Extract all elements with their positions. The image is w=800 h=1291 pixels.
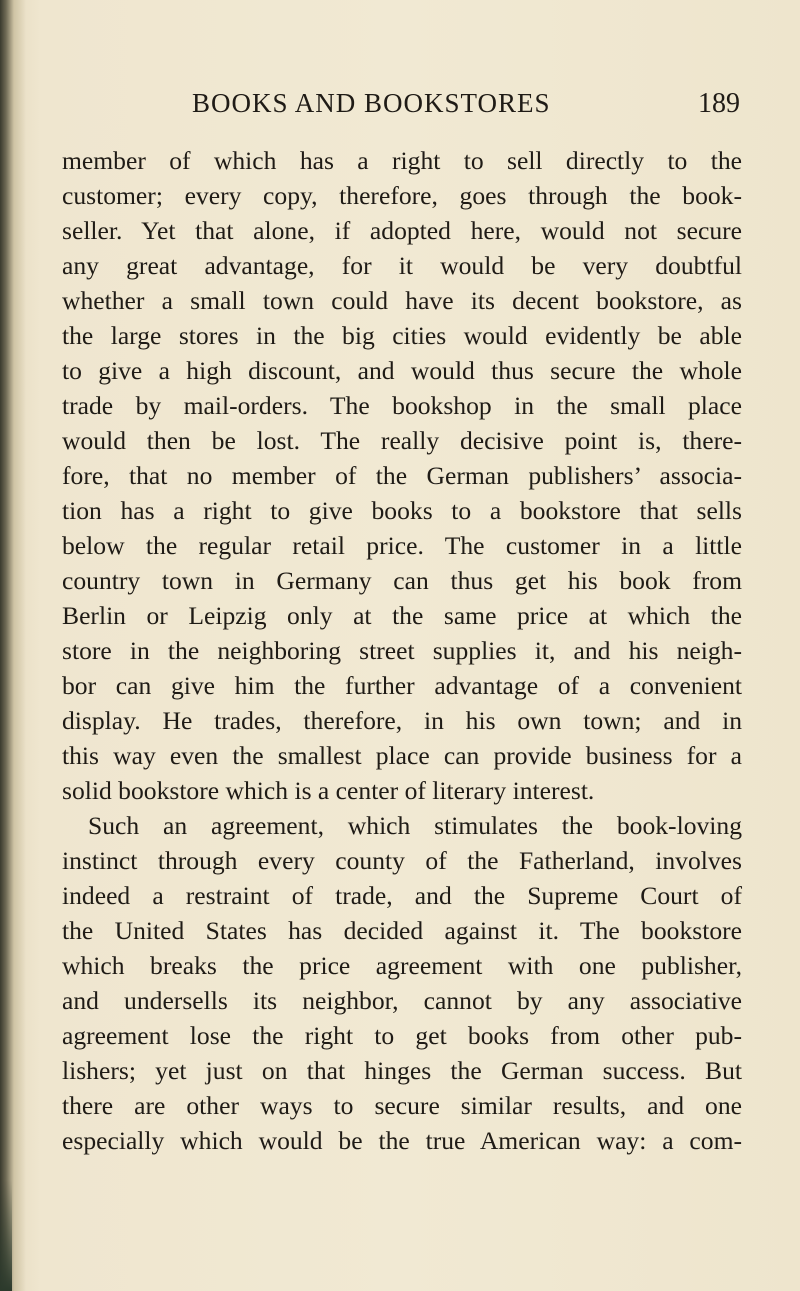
- text-line: customer; every copy, therefore, goes through the book-: [62, 181, 742, 210]
- text-line: tion has a right to give books to a bookstore that sells: [62, 496, 742, 525]
- text-line: lishers; yet just on that hinges the German success. But: [62, 1056, 742, 1085]
- text-line: the United States has decided against it. The bookstore: [62, 916, 742, 945]
- text-line: this way even the smallest place can provide business for a: [62, 741, 742, 770]
- binding-shadow: [0, 1180, 12, 1291]
- text-line: bor can give him the further advantage of a convenient: [62, 671, 742, 700]
- text-line: member of which has a right to sell directly to the: [62, 146, 742, 175]
- text-line: any great advantage, for it would be very doubtful: [62, 251, 742, 280]
- text-line: to give a high discount, and would thus secure the whole: [62, 356, 742, 385]
- text-line: country town in Germany can thus get his book from: [62, 566, 742, 595]
- text-line: Such an agreement, which stimulates the book-loving: [88, 811, 742, 840]
- text-line: instinct through every county of the Fatherland, involves: [62, 846, 742, 875]
- text-line: seller. Yet that alone, if adopted here, would not secure: [62, 216, 742, 245]
- page-number: 189: [698, 88, 740, 119]
- text-line: trade by mail-orders. The bookshop in the small place: [62, 391, 742, 420]
- text-line: which breaks the price agreement with one publisher,: [62, 951, 742, 980]
- text-line: store in the neighboring street supplies it, and his neigh-: [62, 636, 742, 665]
- text-line: Berlin or Leipzig only at the same price at which the: [62, 601, 742, 630]
- running-title: BOOKS AND BOOKSTORES: [192, 88, 551, 118]
- text-line: whether a small town could have its decent bookstore, as: [62, 286, 742, 315]
- text-line: display. He trades, therefore, in his own town; and in: [62, 706, 742, 735]
- text-line: solid bookstore which is a center of literary interest.: [62, 776, 595, 805]
- text-line: indeed a restraint of trade, and the Supreme Court of: [62, 881, 742, 910]
- text-line: and undersells its neighbor, cannot by any associative: [62, 986, 742, 1015]
- binding-gutter: [0, 0, 26, 1291]
- running-head: [62, 88, 740, 128]
- text-line: the large stores in the big cities would evidently be able: [62, 321, 742, 350]
- body-text: [62, 143, 742, 1158]
- text-line: there are other ways to secure similar results, and one: [62, 1091, 742, 1120]
- text-line: below the regular retail price. The customer in a little: [62, 531, 742, 560]
- text-line: would then be lost. The really decisive point is, there-: [62, 426, 742, 455]
- text-line: especially which would be the true American way: a com-: [62, 1126, 742, 1155]
- text-line: fore, that no member of the German publishers’ associa-: [62, 461, 742, 490]
- text-line: agreement lose the right to get books from other pub-: [62, 1021, 742, 1050]
